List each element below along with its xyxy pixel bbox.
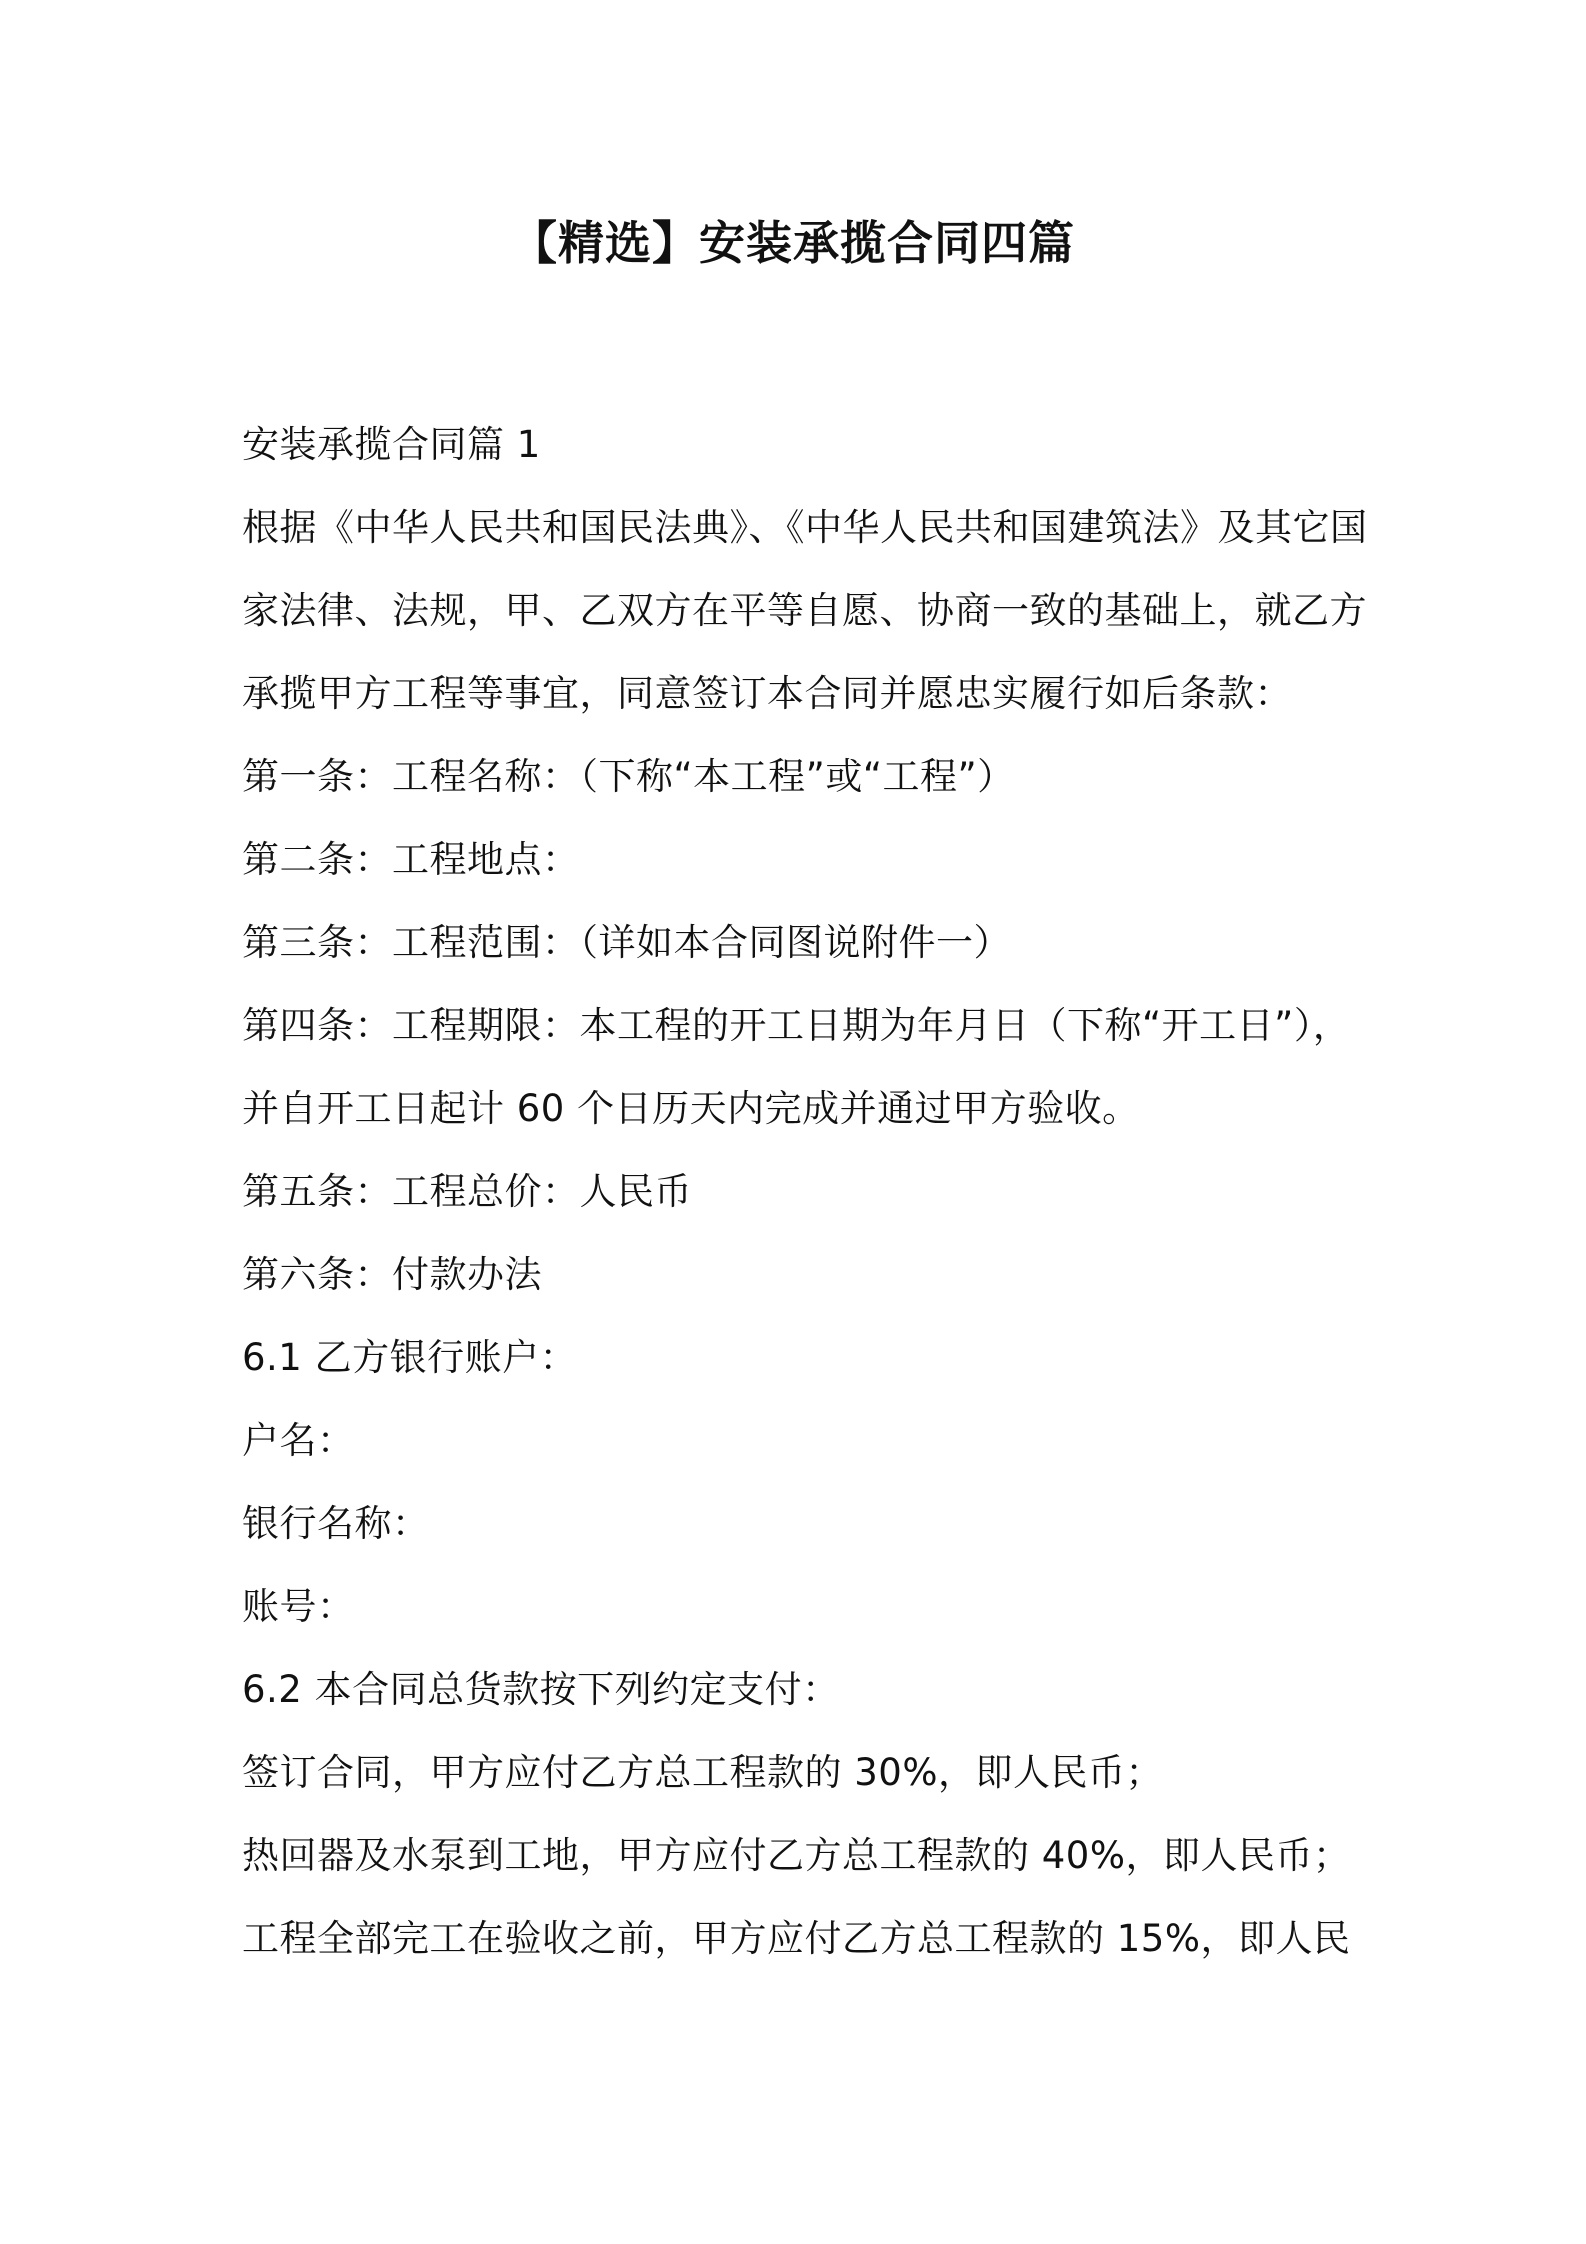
account-name-line: 户名：: [242, 1419, 355, 1462]
clause-line: 第一条：工程名称：（下称“本工程”或“工程”）: [242, 755, 1015, 798]
payment-line: 工程全部完工在验收之前，甲方应付乙方总工程款的 15%，即人民: [242, 1917, 1351, 1960]
paragraph-line: 家法律、法规，甲、乙双方在平等自愿、协商一致的基础上，就乙方: [242, 589, 1367, 632]
clause-line: 第二条：工程地点：: [242, 838, 580, 881]
clause-line: 第三条：工程范围：（详如本合同图说附件一）: [242, 921, 1011, 964]
section-heading: 安装承揽合同篇 1: [242, 423, 541, 466]
clause-line: 第六条：付款办法: [242, 1253, 542, 1296]
document-title: 【精选】安装承揽合同四篇: [511, 216, 1075, 270]
bank-name-line: 银行名称：: [242, 1502, 430, 1545]
payment-line: 热回器及水泵到工地，甲方应付乙方总工程款的 40%，即人民币；: [242, 1834, 1351, 1877]
document-body: [242, 403, 1368, 1980]
clause-line: 并自开工日起计 60 个日历天内完成并通过甲方验收。: [242, 1087, 1140, 1130]
account-number-line: 账号：: [242, 1585, 355, 1628]
paragraph-line: 根据《中华人民共和国民法典》、《中华人民共和国建筑法》及其它国: [242, 506, 1368, 549]
clause-line: 6.2 本合同总货款按下列约定支付：: [242, 1668, 840, 1711]
clause-line: 6.1 乙方银行账户：: [242, 1336, 578, 1379]
payment-line: 签订合同，甲方应付乙方总工程款的 30%，即人民币；: [242, 1751, 1163, 1794]
paragraph-line: 承揽甲方工程等事宜，同意签订本合同并愿忠实履行如后条款：: [242, 672, 1292, 715]
clause-line: 第四条：工程期限：本工程的开工日期为年月日（下称“开工日”），: [242, 1004, 1351, 1047]
clause-line: 第五条：工程总价：人民币: [242, 1170, 692, 1213]
